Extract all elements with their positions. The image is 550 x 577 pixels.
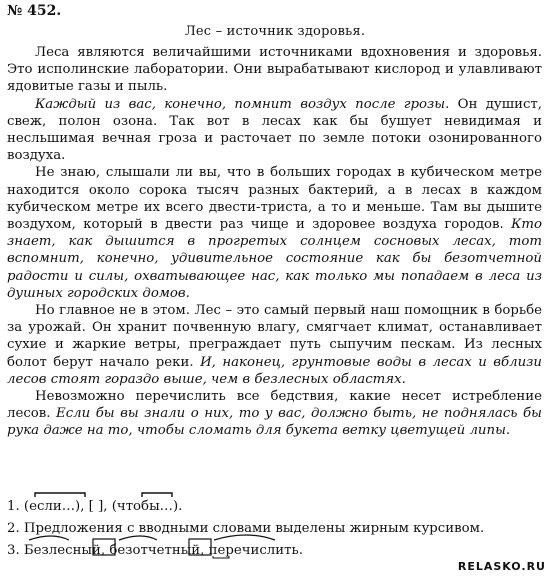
paragraph-text: Не знаю, слышали ли вы, что в больших городах в кубическом метре находится около сорока тысяч разных бактерий, а в лесах в каждом кубическом метре их всего двести-триста, а то и меньше. Там вы дышите воздухом, который в двести раз чище и здоровее воздуха городов. bbox=[7, 165, 542, 233]
sentence-scheme bbox=[7, 496, 542, 518]
note-text: 2. Предложения с вводными словами выделены жирным курсивом. bbox=[7, 521, 485, 536]
word-analysis bbox=[7, 540, 542, 562]
scheme-text: 1. (если…), [ ], (чтобы…). bbox=[7, 499, 183, 514]
paragraph-3 bbox=[7, 164, 542, 302]
paragraph-text: Невозможно перечислить все бедствия, какие несет истребление лесов. bbox=[7, 389, 542, 422]
morpheme-marks bbox=[7, 532, 327, 562]
analysis-text: 3. Безлесный, безотчетный, перечислить. bbox=[7, 543, 303, 558]
paragraph-text: Он душист, свеж, полон озона. Так вот в лесах как бы бушует невидимая и несльшимая вечная гроза и расточает по земле потоки озонированного воздуха. bbox=[7, 96, 543, 164]
scheme-arc-marks bbox=[7, 490, 207, 514]
exercise-notes bbox=[7, 496, 542, 562]
italic-sentence: Каждый из вас, конечно, помнит воздух после грозы. bbox=[35, 96, 450, 112]
italic-sentence: Кто знает, как дышится в прогретых солнцем сосновых лесах, тот вспомнит, конечно, удивительное состояние как бы безотчетной радости и силы, охватывающее нас, как только мы попадаем в леса из душных городских домов. bbox=[7, 217, 542, 301]
italic-sentence: И, наконец, грунтовые воды в лесах и вблизи лесов стоят гораздо выше, чем в безлесных областях. bbox=[7, 354, 542, 387]
paragraph-text: Но главное не в этом. Лес – это самый первый наш помощник в борьбе за урожай. Он хранит почвенную влагу, смягчает климат, останавливает сухие и жаркие ветры, преграждает путь сыпучим пескам. Из лесных болот берут начало реки. bbox=[7, 303, 542, 370]
paragraph-1 bbox=[7, 44, 542, 96]
paragraph-5 bbox=[7, 388, 542, 440]
site-watermark: RELASKO.RU bbox=[457, 560, 546, 573]
italic-sentence: Если бы вы знали о них, то у вас, должно быть, не поднялась бы рука даже на то, чтобы сломать для букета ветку цветущей липы. bbox=[7, 406, 542, 439]
exercise-text bbox=[7, 44, 542, 440]
paragraph-4 bbox=[7, 302, 542, 388]
paragraph-text: Леса являются величайшими источниками вдохновения и здоровья. Это исполинские лаборатории. Они вырабатывают кислород и улавливают ядовитые газы и пыль. bbox=[7, 45, 542, 95]
exercise-number: № 452. bbox=[7, 3, 62, 19]
text-title: Лес – источник здоровья. bbox=[184, 24, 366, 39]
paragraph-2 bbox=[7, 96, 542, 165]
